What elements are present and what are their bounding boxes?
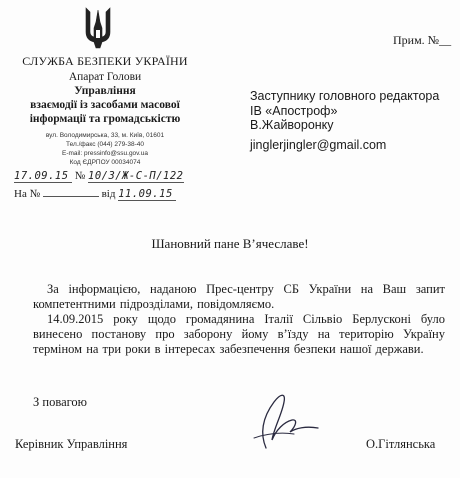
contact-phone: Тел./факс (044) 279-38-40	[66, 141, 144, 148]
outgoing-date: 17.09.15	[14, 170, 72, 183]
department-line: Управління	[74, 85, 136, 97]
addressee-email: jinglerjingler@gmail.com	[250, 138, 387, 152]
outgoing-registration	[14, 170, 184, 183]
org-name: СЛУЖБА БЕЗПЕКИ УКРАЇНИ	[22, 54, 188, 68]
prim-label: Прим. №__	[393, 33, 452, 47]
incoming-date: 11.09.15	[118, 188, 176, 201]
from-label: від	[101, 188, 116, 200]
signer-position: Керівник Управління	[15, 437, 128, 451]
body-paragraph-1	[33, 282, 445, 312]
incoming-registration	[14, 186, 176, 201]
greeting: Шановний пане В’ячеславе!	[151, 236, 309, 251]
trident-icon	[82, 6, 114, 50]
outgoing-number: 10/3/Ж-С-П/122	[88, 170, 184, 182]
regards: З повагою	[33, 395, 88, 409]
department-line: інформації та громадськістю	[29, 113, 181, 125]
body-paragraph-2	[33, 312, 445, 357]
number-label: №	[74, 170, 86, 182]
paragraph-text: 14.09.2015 року щодо громадянина Італії Сільвіо Берлусконі було винесено постанову про заборону йому в’їзду на територію Україну терміном на три роки в інтересах забезпечення безпеки нашої держави.	[33, 312, 445, 356]
sender-contacts	[14, 131, 196, 167]
contact-address: вул. Володимирська, 33, м. Київ, 01601	[45, 132, 165, 139]
contact-edrpou: Код ЄДРПОУ 00034074	[69, 159, 141, 166]
addressee-line: Заступнику головного редактора	[250, 89, 440, 103]
handwritten-signature-icon	[236, 388, 324, 454]
paragraph-text: За інформацією, наданою Прес-центру СБ України на Ваш запит компетентними підрозділами, повідомляємо.	[33, 282, 445, 311]
incoming-number-blank	[43, 186, 99, 197]
incoming-label: На №	[14, 188, 41, 200]
addressee-block	[250, 89, 439, 133]
addressee-line: ІВ «Апостроф»	[250, 103, 338, 118]
apparat-label: Апарат Голови	[68, 71, 142, 83]
addressee-line: В.Жайворонку	[250, 118, 334, 132]
contact-email: E-mail: pressinfo@ssu.gov.ua	[62, 150, 148, 157]
signer-name: О.Гітлянська	[366, 437, 436, 451]
department-line: взаємодії із засобами масової	[30, 99, 180, 111]
department-name	[14, 84, 196, 126]
